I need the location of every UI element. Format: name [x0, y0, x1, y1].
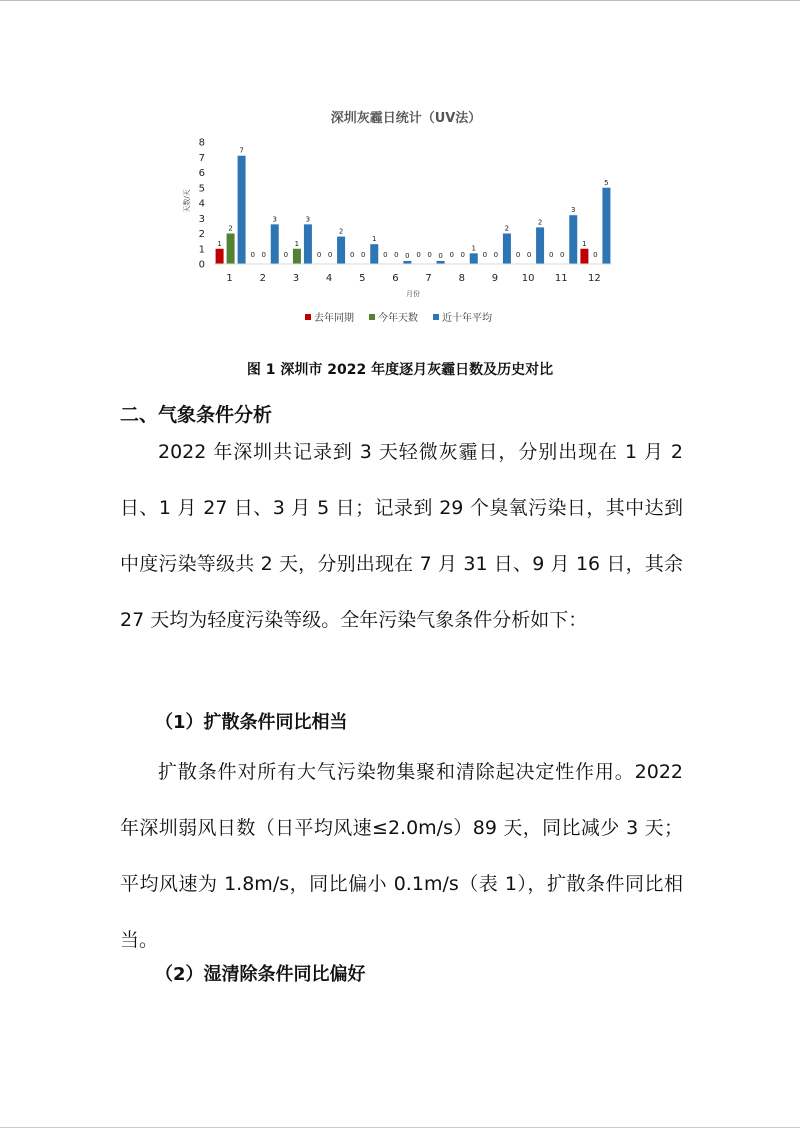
x-tick-label: 9	[491, 273, 499, 284]
y-tick-label: 2	[198, 229, 205, 240]
bar-1	[216, 249, 224, 264]
data-label: 0	[482, 251, 488, 259]
y-tick-label: 4	[198, 198, 205, 210]
data-label: 0	[493, 251, 499, 259]
data-label: 0	[261, 251, 266, 259]
bar-3	[536, 227, 544, 264]
data-label: 1	[582, 239, 587, 248]
chart-title: 深圳灰霾日统计（UV法）	[330, 111, 482, 126]
bar-3	[238, 156, 246, 264]
subheading-2: （2）湿清除条件同比偏好	[155, 964, 366, 985]
top-border	[0, 0, 800, 1]
y-tick-label: 1	[198, 244, 205, 256]
legend-label-3: 近十年平均	[442, 313, 492, 324]
data-label: 0	[361, 251, 366, 259]
data-label: 3	[571, 206, 576, 215]
data-label: 2	[504, 224, 510, 233]
data-label: 2	[537, 218, 543, 227]
x-tick-label: 5	[359, 273, 366, 284]
data-label: 0	[250, 251, 255, 259]
bar-3	[304, 224, 312, 264]
bar-2	[293, 249, 301, 264]
y-tick-label: 8	[198, 137, 205, 149]
x-tick-label: 11	[554, 273, 568, 284]
x-tick-label: 12	[588, 273, 601, 284]
data-label: 1	[217, 239, 222, 248]
x-tick-label: 2	[259, 273, 266, 284]
x-tick-label: 8	[458, 273, 465, 284]
bar-3	[370, 244, 378, 264]
data-label: 3	[305, 215, 311, 224]
data-label: 5	[604, 178, 609, 187]
x-tick-label: 4	[325, 273, 333, 284]
x-tick-label: 6	[392, 273, 399, 284]
paragraph-2: 扩散条件对所有大气污染物集聚和清除起决定性作用。2022 年深圳弱风日数（日平均风速≤2.0m/s）89 天，同比减少 3 天；平均风速为 1.8m/s，同比偏小 0.1m/s（表 1），扩散条件同比相当。	[120, 761, 683, 951]
bar-3	[602, 188, 610, 264]
bar-1	[580, 249, 588, 264]
data-label: 7	[239, 146, 244, 155]
data-label: 0	[460, 251, 465, 259]
legend-swatch-1	[305, 314, 311, 320]
data-label: 2	[228, 224, 233, 233]
x-ticks	[226, 273, 600, 284]
data-label: 2	[338, 227, 344, 236]
y-tick-label: 3	[198, 213, 205, 225]
bar-3	[569, 215, 577, 264]
paragraph-1: 2022 年深圳共记录到 3 天轻微灰霾日，分别出现在 1 月 2 日、1 月 27 日、3 月 5 日；记录到 29 个臭氧污染日，其中达到中度污染等级共 2 天，分别出现在 7 月 31 日、9 月 16 日，其余 27 天均为轻度污染等级。全年污染气象条件分析如下：	[120, 441, 683, 631]
data-label: 0	[350, 251, 355, 259]
bar-3	[337, 237, 345, 264]
legend-label-2: 今年天数	[378, 313, 418, 324]
data-label: 0	[526, 251, 532, 259]
x-tick-label: 3	[292, 273, 300, 284]
data-label: 1	[372, 235, 377, 244]
x-axis-label: 月份	[406, 290, 420, 298]
bars	[216, 156, 611, 264]
section-title: 二、气象条件分析	[120, 404, 273, 426]
data-label: 0	[416, 251, 421, 259]
legend-label-1: 去年同期	[314, 313, 354, 324]
data-label: 0	[593, 251, 598, 259]
data-label: 0	[449, 251, 454, 259]
chart-svg	[177, 100, 635, 338]
x-tick-label: 10	[521, 273, 535, 284]
data-label: 0	[438, 251, 443, 260]
legend-swatch-3	[433, 314, 439, 320]
data-label: 0	[283, 251, 289, 259]
bar-2	[227, 234, 235, 265]
bar-3	[503, 234, 511, 265]
legend	[305, 311, 492, 324]
legend-swatch-2	[369, 314, 375, 320]
data-label: 0	[560, 251, 565, 259]
data-label: 0	[316, 251, 322, 259]
y-axis-label: 天数/天	[183, 189, 191, 213]
y-ticks	[199, 138, 205, 271]
y-tick-label: 0	[198, 259, 205, 271]
x-tick-label: 7	[425, 273, 432, 284]
data-label: 0	[549, 251, 554, 259]
data-label: 1	[471, 244, 476, 253]
y-tick-label: 7	[198, 152, 205, 164]
data-label: 0	[394, 251, 399, 259]
data-label: 3	[272, 215, 277, 224]
bar-3	[271, 224, 279, 264]
data-label: 0	[383, 251, 388, 259]
data-label: 0	[405, 251, 410, 260]
y-tick-label: 5	[198, 183, 205, 195]
x-tick-label: 1	[226, 273, 233, 284]
bar-3	[470, 253, 478, 264]
figure-caption: 图 1 深圳市 2022 年度逐月灰霾日数及历史对比	[246, 362, 554, 378]
data-label: 0	[427, 251, 432, 259]
haze-chart	[177, 100, 635, 338]
y-tick-label: 6	[198, 168, 205, 179]
data-label: 0	[327, 251, 333, 259]
data-label: 0	[515, 251, 521, 259]
bottom-border	[0, 1127, 800, 1128]
data-label: 1	[294, 239, 300, 248]
subheading-1: （1）扩散条件同比相当	[155, 712, 348, 733]
